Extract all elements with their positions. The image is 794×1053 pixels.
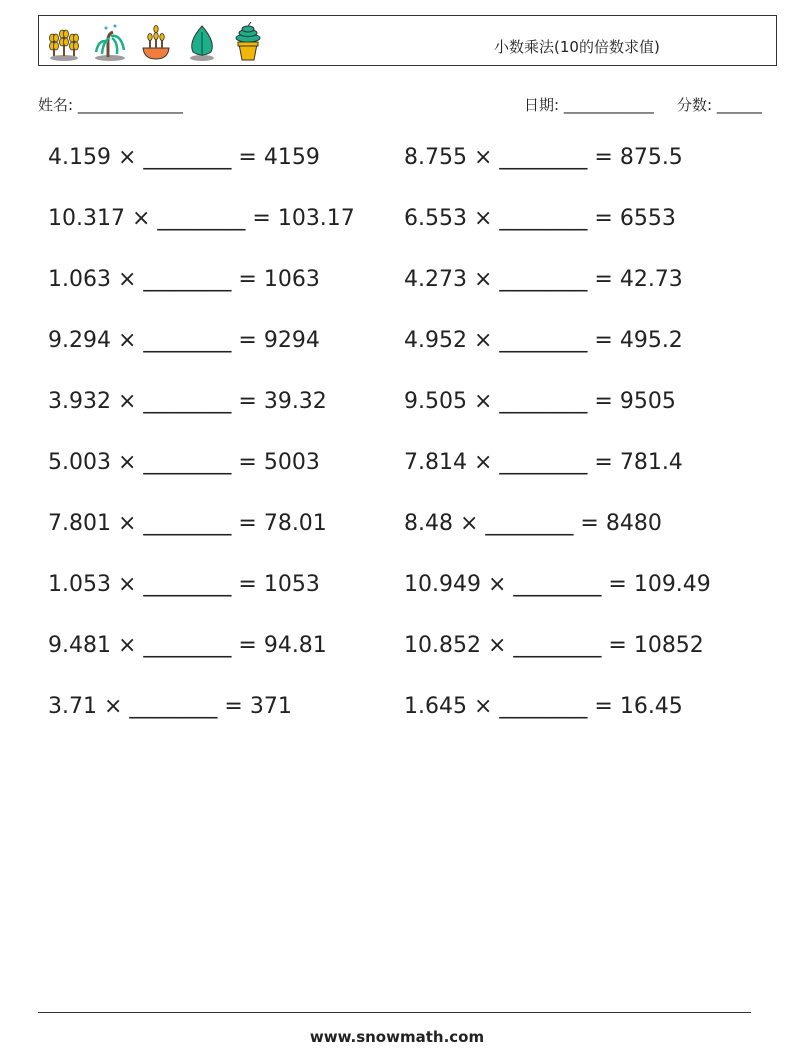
problem-item[interactable]: 7.801 × ________ = 78.01	[48, 511, 327, 536]
problem-item[interactable]: 3.71 × ________ = 371	[48, 694, 292, 719]
problem-item[interactable]: 4.952 × ________ = 495.2	[404, 328, 683, 353]
problem-item[interactable]: 9.481 × ________ = 94.81	[48, 633, 327, 658]
problem-item[interactable]: 1.645 × ________ = 16.45	[404, 694, 683, 719]
potted-plant-icon	[229, 22, 267, 62]
name-blank[interactable]: ______________	[77, 96, 183, 114]
name-label: 姓名:	[38, 96, 74, 114]
worksheet-title: 小数乘法(10的倍数求值)	[494, 38, 660, 56]
name-field[interactable]	[38, 94, 183, 115]
problem-item[interactable]: 3.932 × ________ = 39.32	[48, 389, 327, 414]
problem-item[interactable]: 1.063 × ________ = 1063	[48, 267, 320, 292]
problem-item[interactable]: 8.755 × ________ = 875.5	[404, 145, 683, 170]
score-blank[interactable]: ______	[716, 96, 762, 114]
willow-tree-icon	[91, 22, 129, 62]
icon-row	[45, 22, 267, 62]
date-blank[interactable]: ____________	[563, 96, 654, 114]
potted-sprout-icon	[137, 22, 175, 62]
leaf-tree-icon	[183, 22, 221, 62]
date-label: 日期:	[524, 96, 560, 114]
footer-url[interactable]: www.snowmath.com	[309, 1028, 485, 1046]
date-field[interactable]	[524, 94, 654, 115]
problem-item[interactable]: 9.294 × ________ = 9294	[48, 328, 320, 353]
problem-item[interactable]: 10.949 × ________ = 109.49	[404, 572, 711, 597]
problem-item[interactable]: 8.48 × ________ = 8480	[404, 511, 662, 536]
problem-item[interactable]: 10.317 × ________ = 103.17	[48, 206, 355, 231]
problem-item[interactable]: 5.003 × ________ = 5003	[48, 450, 320, 475]
problem-item[interactable]: 9.505 × ________ = 9505	[404, 389, 676, 414]
score-field[interactable]	[677, 94, 762, 115]
header-box	[38, 15, 777, 66]
footer-divider	[38, 1012, 751, 1013]
problem-item[interactable]: 7.814 × ________ = 781.4	[404, 450, 683, 475]
wheat-icon	[45, 22, 83, 62]
problem-item[interactable]: 4.159 × ________ = 4159	[48, 145, 320, 170]
problem-item[interactable]: 6.553 × ________ = 6553	[404, 206, 676, 231]
problem-item[interactable]: 1.053 × ________ = 1053	[48, 572, 320, 597]
score-label: 分数:	[677, 96, 713, 114]
problem-grid	[48, 142, 768, 723]
problem-item[interactable]: 4.273 × ________ = 42.73	[404, 267, 683, 292]
problem-item[interactable]: 10.852 × ________ = 10852	[404, 633, 704, 658]
